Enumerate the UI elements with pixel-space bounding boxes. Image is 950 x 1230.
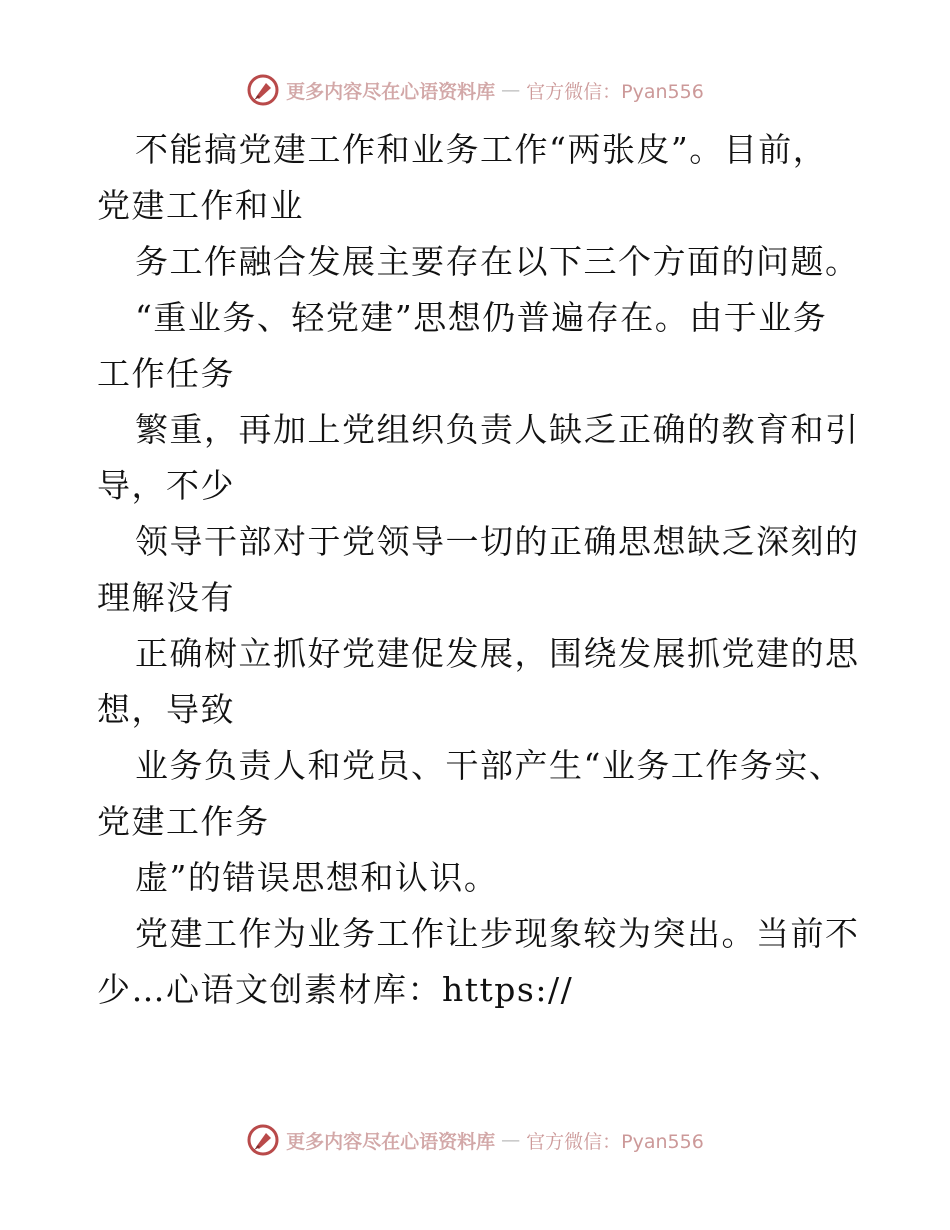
- pen-nib-circle-icon: [246, 73, 280, 107]
- text-line: 少…心语文创素材库：https://: [97, 970, 574, 1009]
- watermark-site-text: 更多内容尽在心语资料库: [286, 80, 496, 103]
- watermark-contact-text: 官方微信：Pyan556: [526, 80, 704, 103]
- watermark-contact-text: 官方微信：Pyan556: [526, 1130, 704, 1153]
- document-body: [97, 122, 860, 1018]
- watermark-separator: —: [501, 1129, 521, 1151]
- footer-watermark: [0, 1122, 950, 1158]
- text-line: 导，不少: [97, 466, 235, 505]
- text-line: 不能搞党建工作和业务工作“两张皮”。目前，: [135, 130, 828, 169]
- pen-nib-circle-icon: [246, 1123, 280, 1157]
- text-line: 虚”的错误思想和认识。: [135, 858, 499, 897]
- text-line: 工作任务: [97, 354, 235, 393]
- text-line: 业务负责人和党员、干部产生“业务工作务实、: [135, 746, 844, 785]
- text-line: “重业务、轻党建”思想仍普遍存在。由于业务: [135, 298, 828, 337]
- header-watermark: [0, 72, 950, 108]
- watermark-separator: —: [501, 79, 521, 101]
- text-line: 领导干部对于党领导一切的正确思想缺乏深刻的: [135, 522, 860, 561]
- text-line: 党建工作为业务工作让步现象较为突出。当前不: [135, 914, 860, 953]
- text-line: 正确树立抓好党建促发展，围绕发展抓党建的思: [135, 634, 860, 673]
- watermark-site-text: 更多内容尽在心语资料库: [286, 1130, 496, 1153]
- text-line: 务工作融合发展主要存在以下三个方面的问题。: [135, 242, 860, 281]
- text-line: 理解没有: [97, 578, 235, 617]
- text-line: 党建工作和业: [97, 186, 304, 225]
- text-line: 想，导致: [97, 690, 235, 729]
- text-line: 党建工作务: [97, 802, 270, 841]
- text-line: 繁重，再加上党组织负责人缺乏正确的教育和引: [135, 410, 860, 449]
